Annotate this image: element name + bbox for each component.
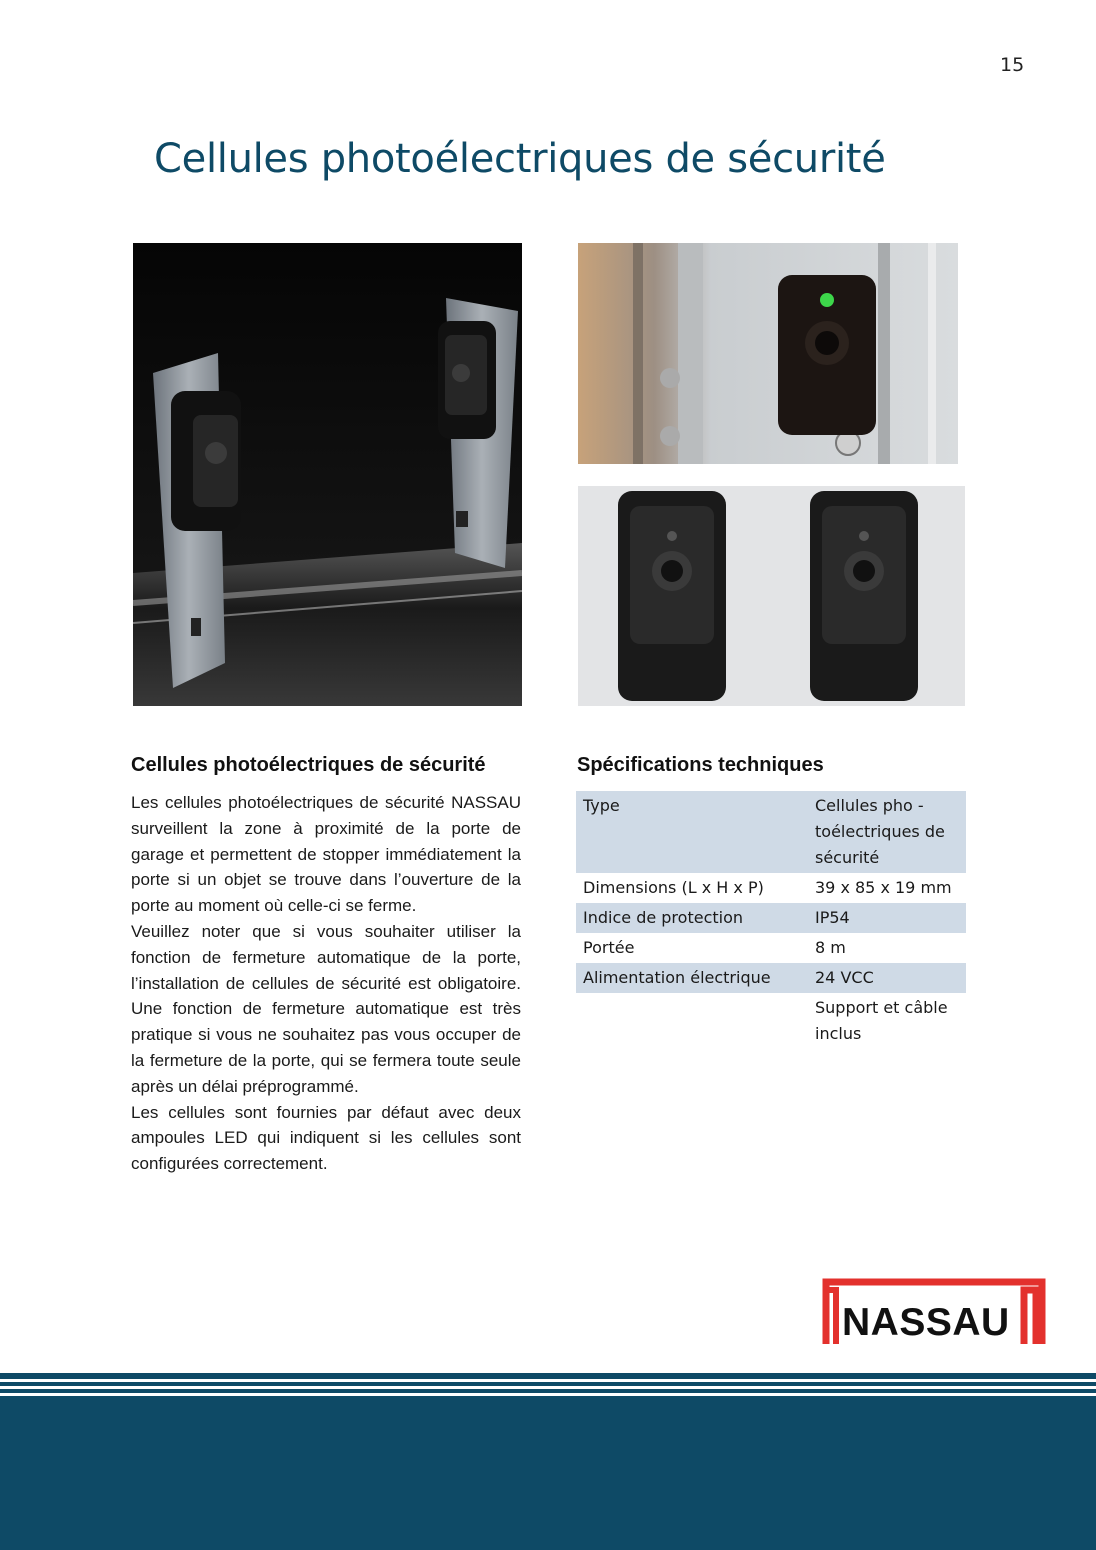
- logo-text: NASSAU: [842, 1301, 1010, 1344]
- spec-label: [576, 995, 815, 1047]
- specifications-table: [576, 791, 966, 1049]
- spec-label: Dimensions (L x H x P): [583, 878, 764, 897]
- specifications-heading: Spécifications techniques: [577, 754, 824, 776]
- description-paragraph: Veuillez noter que si vous souhaiter utiliser la fonction de fermeture automatique de la porte, l’installation de cellules de sécurité est obligatoire. Une fonction de fermeture automatique est très pratique si vous ne souhaitez pas vous occuper de la fermeture de la porte, qui se fermera toute seule après un délai préprogrammé.: [131, 921, 521, 1096]
- spec-label: Indice de protection: [583, 908, 744, 927]
- spec-value: Cellules pho - toélectriques de sécurité: [815, 796, 945, 867]
- spec-row-included: [576, 993, 966, 1049]
- description-heading: Cellules photoélectriques de sécurité: [131, 754, 486, 776]
- spec-value: 24 VCC: [815, 968, 874, 987]
- page-title: Cellules photoélectriques de sécurité: [154, 136, 886, 182]
- photo-sensor-pair: [578, 486, 965, 706]
- spec-row-type: [576, 791, 966, 873]
- footer-stripe: [0, 1389, 1096, 1393]
- footer-band: [0, 1396, 1096, 1550]
- spec-label: Portée: [583, 938, 635, 957]
- photo-sensor-closeup: [578, 243, 958, 464]
- spec-label: Alimentation électrique: [583, 968, 771, 987]
- spec-row-protection: [576, 903, 966, 933]
- spec-value: 39 x 85 x 19 mm: [815, 878, 952, 897]
- description-text: [131, 790, 521, 1177]
- page-number: 15: [1000, 54, 1025, 76]
- footer-stripe: [0, 1382, 1096, 1386]
- spec-value: IP54: [815, 908, 850, 927]
- photo-mounted-sensors: [133, 243, 522, 706]
- spec-value: 8 m: [815, 938, 846, 957]
- description-paragraph: Les cellules sont fournies par défaut avec deux ampoules LED qui indiquent si les cellules sont configurées correctement.: [131, 1102, 521, 1174]
- spec-row-dimensions: [576, 873, 966, 903]
- spec-label: Type: [583, 796, 620, 815]
- spec-row-range: [576, 933, 966, 963]
- footer-stripe: [0, 1373, 1096, 1379]
- description-paragraph: Les cellules photoélectriques de sécurité NASSAU surveillent la zone à proximité de la porte de garage et permettent de stopper immédiatement la porte si un objet se trouve dans l’ouverture de la porte au moment où celle-ci se ferme.: [131, 793, 521, 916]
- spec-value: Support et câble inclus: [815, 998, 948, 1043]
- spec-row-power: [576, 963, 966, 993]
- nassau-logo: [822, 1278, 1046, 1344]
